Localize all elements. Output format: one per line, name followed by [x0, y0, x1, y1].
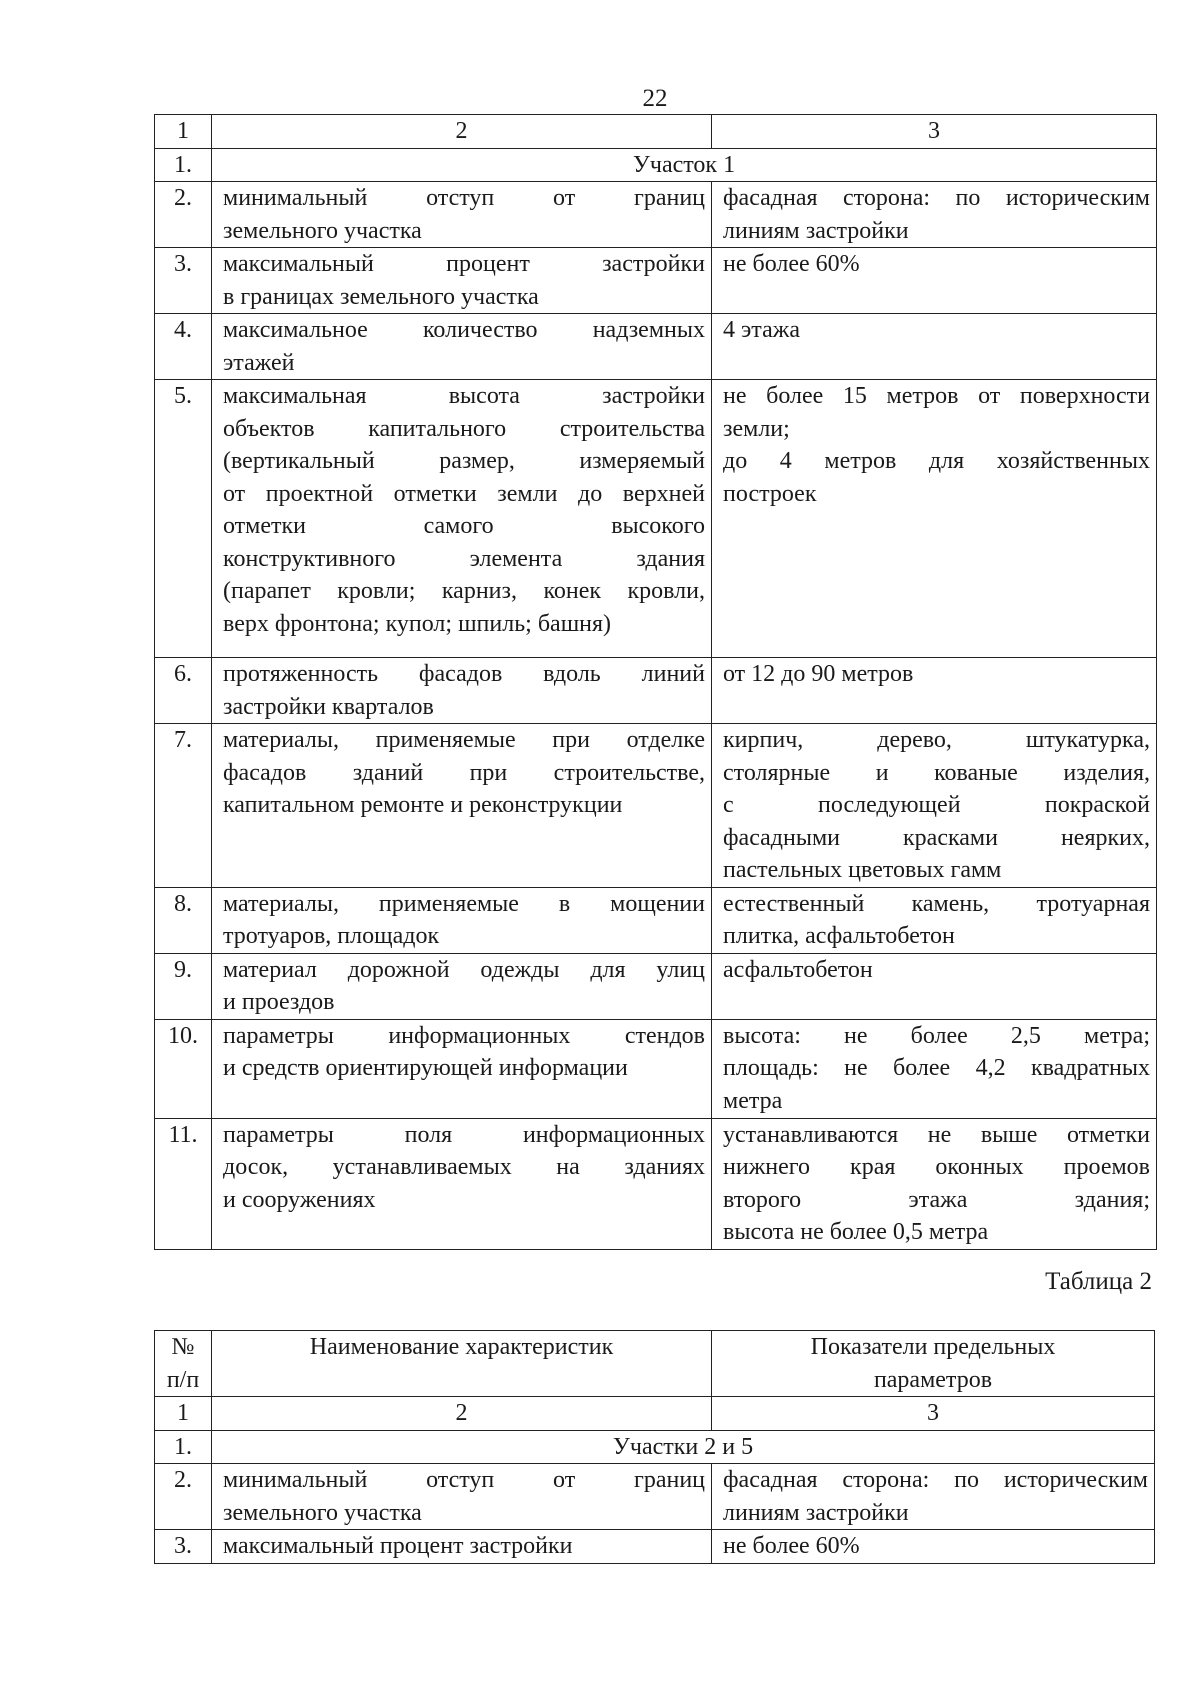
- characteristic-cell: [212, 380, 712, 658]
- cell-line: досок, устанавливаемых на зданиях: [223, 1154, 705, 1180]
- cell-line: протяженность фасадов вдоль линий: [223, 661, 705, 687]
- column-number-cell: 2: [212, 1397, 712, 1431]
- cell-line: до 4 метров для хозяйственных: [723, 448, 1150, 474]
- cell-line: максимальный процент застройки: [223, 1533, 573, 1559]
- cell-line: второго этажа здания;: [723, 1186, 1150, 1213]
- table-row: [155, 1530, 1155, 1564]
- cell-line: Показатели предельных: [810, 1334, 1056, 1360]
- cell-line: материал дорожной одежды для улиц: [223, 956, 705, 983]
- characteristic-cell: [212, 1118, 712, 1249]
- value-cell: [712, 1530, 1155, 1564]
- cell-line: максимальная высота застройки: [223, 383, 705, 409]
- row-number: 3.: [155, 1530, 212, 1564]
- row-number: 2.: [155, 1464, 212, 1530]
- table-row: [155, 314, 1157, 380]
- cell-line: верх фронтона; купол; шпиль; башня): [223, 610, 612, 637]
- section-row: [155, 148, 1157, 182]
- row-number: 5.: [155, 380, 212, 658]
- value-cell: [712, 248, 1157, 314]
- column-number-cell: 1: [155, 1397, 212, 1431]
- cell-line: материалы, применяемые в мощении: [223, 890, 705, 917]
- cell-line: 4 этажа: [723, 317, 800, 343]
- cell-line: этажей: [223, 349, 295, 376]
- table-row: [155, 248, 1157, 314]
- table-row: [155, 1019, 1157, 1118]
- cell-line: параметры информационных стендов: [223, 1022, 705, 1049]
- parameters-table-2: [154, 1330, 1155, 1564]
- cell-line: от 12 до 90 метров: [723, 661, 914, 687]
- cell-line: не более 60%: [723, 1533, 860, 1559]
- cell-line: плитка, асфальтобетон: [723, 923, 955, 949]
- section-title: Участок 1: [212, 148, 1157, 182]
- table-row: [155, 1464, 1155, 1530]
- column-number-cell: 2: [212, 115, 712, 149]
- characteristic-cell: [212, 887, 712, 953]
- cell-line: тротуаров, площадок: [223, 923, 440, 949]
- cell-line: фасадная сторона: по историческим: [723, 185, 1150, 211]
- cell-line: материалы, применяемые при отделке: [223, 727, 705, 753]
- cell-line: фасадными красками неярких,: [723, 824, 1150, 851]
- table-row: [155, 953, 1157, 1019]
- cell-line: линиям застройки: [723, 1499, 909, 1526]
- characteristic-cell: [212, 1530, 712, 1564]
- characteristic-cell: [212, 1019, 712, 1118]
- row-number: 11.: [155, 1118, 212, 1249]
- row-number: 4.: [155, 314, 212, 380]
- section-row: [155, 1430, 1155, 1464]
- cell-line: земельного участка: [223, 1499, 422, 1526]
- value-cell: [712, 380, 1157, 658]
- row-number: 7.: [155, 724, 212, 888]
- cell-line: земельного участка: [223, 217, 422, 244]
- cell-line: столярные и кованые изделия,: [723, 759, 1150, 786]
- cell-line: метра: [723, 1087, 783, 1114]
- value-cell: [712, 182, 1157, 248]
- value-cell: [712, 314, 1157, 380]
- value-cell: [712, 658, 1157, 724]
- cell-line: естественный камень, тротуарная: [723, 890, 1150, 917]
- characteristic-cell: [212, 182, 712, 248]
- cell-line: (парапет кровли; карниз, конек кровли,: [223, 578, 705, 604]
- column-number-row: [155, 115, 1157, 149]
- section-title: Участки 2 и 5: [212, 1430, 1155, 1464]
- num-header: [155, 1331, 212, 1397]
- cell-line: построек: [723, 480, 817, 507]
- cell-line: земли;: [723, 415, 790, 442]
- cell-line: п/п: [166, 1366, 200, 1393]
- cell-line: нижнего края оконных проемов: [723, 1154, 1150, 1180]
- value-cell: [712, 724, 1157, 888]
- cell-line: отметки самого высокого: [223, 513, 705, 539]
- cell-line: фасадная сторона: по историческим: [723, 1467, 1148, 1493]
- value-cell: [712, 1464, 1155, 1530]
- cell-line: параметров: [873, 1366, 993, 1393]
- cell-line: пастельных цветовых гамм: [723, 857, 1002, 883]
- cell-line: минимальный отступ от границ: [223, 185, 705, 211]
- cell-line: устанавливаются не выше отметки: [723, 1121, 1150, 1148]
- parameters-table-1: [154, 114, 1157, 1250]
- cell-line: минимальный отступ от границ: [223, 1467, 705, 1493]
- cell-line: (вертикальный размер, измеряемый: [223, 448, 705, 474]
- table-row: [155, 724, 1157, 888]
- cell-line: максимальный процент застройки: [223, 251, 705, 277]
- row-number: 6.: [155, 658, 212, 724]
- column-number-cell: 1: [155, 115, 212, 149]
- characteristic-cell: [212, 658, 712, 724]
- cell-line: площадь: не более 4,2 квадратных: [723, 1055, 1150, 1081]
- table-row: [155, 182, 1157, 248]
- row-number: 2.: [155, 182, 212, 248]
- characteristic-cell: [212, 248, 712, 314]
- cell-line: и средств ориентирующей информации: [223, 1055, 628, 1081]
- row-number: 8.: [155, 887, 212, 953]
- row-number: 3.: [155, 248, 212, 314]
- characteristic-cell: [212, 953, 712, 1019]
- cell-line: конструктивного элемента здания: [223, 545, 705, 572]
- table-row: [155, 1118, 1157, 1249]
- table-2-caption: Таблица 2: [1045, 1268, 1152, 1295]
- row-number: 1.: [155, 148, 212, 182]
- value-cell: [712, 953, 1157, 1019]
- cell-line: высота: не более 2,5 метра;: [723, 1022, 1150, 1049]
- characteristic-cell: [212, 314, 712, 380]
- column-number-row: [155, 1397, 1155, 1431]
- cell-line: максимальное количество надземных: [223, 317, 705, 343]
- value-cell: [712, 887, 1157, 953]
- cell-line: от проектной отметки земли до верхней: [223, 480, 705, 507]
- cell-line: застройки кварталов: [223, 693, 434, 720]
- name-header: Наименование характеристик: [212, 1331, 712, 1397]
- characteristic-cell: [212, 1464, 712, 1530]
- table-row: [155, 380, 1157, 658]
- column-number-cell: 3: [712, 115, 1157, 149]
- row-number: 1.: [155, 1430, 212, 1464]
- cell-line: капитальном ремонте и реконструкции: [223, 792, 623, 818]
- cell-line: не более 15 метров от поверхности: [723, 383, 1150, 409]
- cell-line: с последующей покраской: [723, 792, 1150, 818]
- table-row: [155, 887, 1157, 953]
- cell-line: фасадов зданий при строительстве,: [223, 759, 705, 786]
- cell-line: линиям застройки: [723, 217, 909, 244]
- table-row: [155, 658, 1157, 724]
- value-cell: [712, 1019, 1157, 1118]
- cell-line: №: [171, 1334, 195, 1360]
- cell-line: не более 60%: [723, 251, 860, 277]
- row-number: 10.: [155, 1019, 212, 1118]
- column-number-cell: 3: [712, 1397, 1155, 1431]
- characteristic-cell: [212, 724, 712, 888]
- cell-line: объектов капитального строительства: [223, 415, 705, 442]
- cell-line: и проездов: [223, 989, 335, 1015]
- page-number: 22: [642, 85, 668, 112]
- column-header-row: [155, 1331, 1155, 1397]
- cell-line: и сооружениях: [223, 1186, 376, 1213]
- row-number: 9.: [155, 953, 212, 1019]
- value-header: [712, 1331, 1155, 1397]
- cell-line: кирпич, дерево, штукатурка,: [723, 727, 1150, 753]
- cell-line: в границах земельного участка: [223, 283, 539, 310]
- cell-line: асфальтобетон: [723, 956, 873, 983]
- value-cell: [712, 1118, 1157, 1249]
- cell-line: высота не более 0,5 метра: [723, 1219, 989, 1245]
- cell-line: параметры поля информационных: [223, 1121, 705, 1148]
